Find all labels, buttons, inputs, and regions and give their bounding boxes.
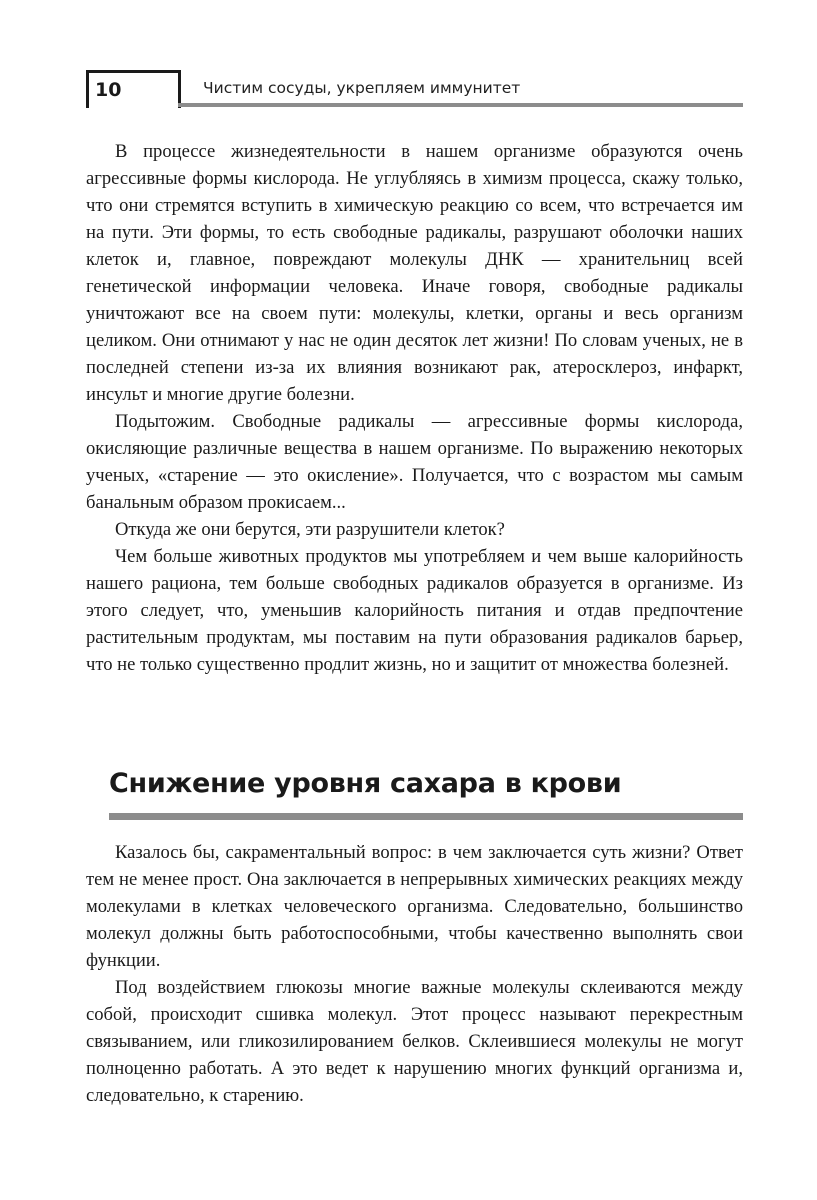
paragraph: Чем больше животных продуктов мы употребляем и чем выше калорийность нашего рациона, тем больше свободных радикалов образуется в организме. Из этого следует, что, уменьшив калорийность питания и отдав предпочтение растительным продуктам, мы поставим на пути образования радикалов барьер, что не только существенно продлит жизнь, но и защитит от множества болезней. [86, 546, 743, 675]
page-number: 10 [95, 79, 122, 101]
heading-rule [109, 813, 743, 820]
paragraph: В процессе жизнедеятельности в нашем организме образуются очень агрессивные формы кислорода. Не углубляясь в химизм процесса, скажу только, что они стремятся вступить в химическую реакцию со всем, что встречается им на пути. Эти формы, то есть свободные радикалы, разрушают оболочки наших клеток и, главное, повреждают молекулы ДНК — хранительниц всей генетической информации человека. Иначе говоря, свободные радикалы уничтожают все на своем пути: молекулы, клетки, органы и весь организм целиком. Они отнимают у нас не один десяток лет жизни! По словам ученых, не в последней степени из-за их влияния возникают рак, атеросклероз, инфаркт, инсульт и многие другие болезни. [86, 141, 743, 405]
section-heading: Снижение уровня сахара в крови [109, 768, 622, 799]
paragraph: Откуда же они берутся, эти разрушители клеток? [115, 519, 505, 540]
paragraph: Под воздействием глюкозы многие важные молекулы склеиваются между собой, происходит сшивка молекул. Этот процесс называют перекрестным связыванием, или гликозилированием белков. Склеившиеся молекулы не могут полноценно работать. А это ведет к нарушению многих функций организма и, следовательно, к старению. [86, 977, 743, 1106]
section-2-body [86, 839, 743, 1109]
paragraph: Казалось бы, сакраментальный вопрос: в чем заключается суть жизни? Ответ тем не менее прост. Она заключается в непрерывных химических реакциях между молекулами в клетках человеческого организма. Следовательно, большинство молекул должны быть работоспособными, чтобы качественно выполнять свои функции. [86, 842, 743, 971]
running-title: Чистим сосуды, укрепляем иммунитет [203, 79, 521, 97]
section-1-body [86, 138, 743, 678]
paragraph: Подытожим. Свободные радикалы — агрессивные формы кислорода, окисляющие различные вещества в нашем организме. По выражению некоторых ученых, «старение — это окисление». Получается, что с возрастом мы самым банальным образом прокисаем... [86, 411, 743, 513]
header-rule [178, 103, 743, 107]
page-header [86, 70, 743, 112]
